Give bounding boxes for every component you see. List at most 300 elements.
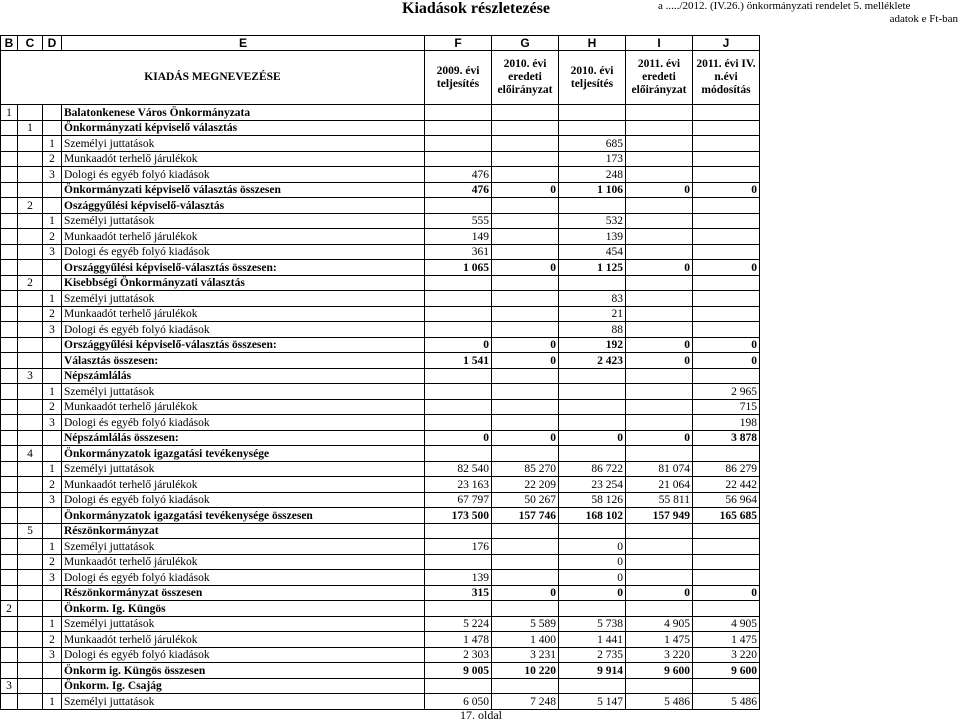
row-code-b: [1, 539, 18, 555]
row-label: Dologi és egyéb folyó kiadások: [62, 415, 425, 431]
table-row: [1, 229, 760, 245]
table-row: [1, 275, 760, 291]
row-code-c: 1: [18, 120, 43, 136]
cell-2010-original: [492, 554, 559, 570]
row-code-b: [1, 182, 18, 198]
row-label: Személyi juttatások: [62, 136, 425, 152]
cell-2009-actual: 476: [425, 167, 492, 183]
expense-table: [0, 35, 760, 710]
cell-2010-actual: [559, 120, 626, 136]
cell-2010-actual: 1 106: [559, 182, 626, 198]
cell-2010-original: [492, 244, 559, 260]
row-code-c: [18, 678, 43, 694]
table-row: [1, 136, 760, 152]
cell-2011-modified: 715: [693, 399, 760, 415]
cell-2010-actual: 1 441: [559, 632, 626, 648]
cell-2011-original: [626, 446, 693, 462]
row-code-d: 3: [43, 244, 62, 260]
row-code-d: 3: [43, 322, 62, 338]
cell-2009-actual: 176: [425, 539, 492, 555]
cell-2009-actual: [425, 368, 492, 384]
cell-2011-original: 1 475: [626, 632, 693, 648]
row-code-d: 1: [43, 539, 62, 555]
cell-2009-actual: [425, 678, 492, 694]
row-label: Munkaadót terhelő járulékok: [62, 632, 425, 648]
row-code-c: [18, 647, 43, 663]
cell-2009-actual: [425, 601, 492, 617]
row-label: Dologi és egyéb folyó kiadások: [62, 244, 425, 260]
row-code-b: [1, 508, 18, 524]
cell-2011-original: [626, 539, 693, 555]
row-label: Személyi juttatások: [62, 694, 425, 710]
row-code-b: 2: [1, 601, 18, 617]
cell-2010-actual: 454: [559, 244, 626, 260]
header-2011-modified: 2011. évi IV. n.évi módosítás: [693, 51, 760, 105]
cell-2009-actual: 82 540: [425, 461, 492, 477]
row-code-b: [1, 477, 18, 493]
row-code-d: [43, 368, 62, 384]
row-label: Önkormányzatok igazgatási tevékenysége összesen: [62, 508, 425, 524]
cell-2009-actual: [425, 136, 492, 152]
row-code-c: [18, 322, 43, 338]
table-row: [1, 492, 760, 508]
cell-2010-actual: 21: [559, 306, 626, 322]
row-code-c: [18, 430, 43, 446]
table-row: [1, 678, 760, 694]
col-letter: G: [492, 36, 559, 51]
row-code-c: [18, 353, 43, 369]
row-code-b: [1, 291, 18, 307]
row-code-b: [1, 384, 18, 400]
cell-2011-modified: 56 964: [693, 492, 760, 508]
row-label: Önkorm. Ig. Küngös: [62, 601, 425, 617]
cell-2010-original: [492, 291, 559, 307]
cell-2011-modified: 2 965: [693, 384, 760, 400]
table-row: [1, 601, 760, 617]
cell-2010-actual: [559, 523, 626, 539]
row-code-c: [18, 601, 43, 617]
cell-2010-original: [492, 167, 559, 183]
row-code-c: [18, 616, 43, 632]
row-code-b: [1, 322, 18, 338]
row-code-d: 3: [43, 647, 62, 663]
row-code-d: [43, 678, 62, 694]
table-row: [1, 120, 760, 136]
cell-2010-original: [492, 384, 559, 400]
row-code-d: [43, 663, 62, 679]
table-row: [1, 151, 760, 167]
cell-2011-original: [626, 291, 693, 307]
row-code-c: [18, 306, 43, 322]
row-code-b: [1, 213, 18, 229]
cell-2011-original: [626, 415, 693, 431]
cell-2009-actual: 6 050: [425, 694, 492, 710]
table-row: [1, 291, 760, 307]
cell-2011-modified: 0: [693, 182, 760, 198]
row-code-b: [1, 570, 18, 586]
row-code-b: [1, 136, 18, 152]
row-code-c: [18, 461, 43, 477]
cell-2010-actual: 83: [559, 291, 626, 307]
row-label: Önkormányzatok igazgatási tevékenysége: [62, 446, 425, 462]
cell-2011-modified: 3 220: [693, 647, 760, 663]
cell-2011-modified: [693, 151, 760, 167]
row-code-b: [1, 167, 18, 183]
cell-2010-actual: 0: [559, 570, 626, 586]
cell-2011-modified: 4 905: [693, 616, 760, 632]
cell-2010-original: [492, 213, 559, 229]
row-code-b: [1, 244, 18, 260]
cell-2010-actual: 9 914: [559, 663, 626, 679]
cell-2011-modified: [693, 198, 760, 214]
row-code-c: [18, 399, 43, 415]
cell-2010-original: 1 400: [492, 632, 559, 648]
table-row: [1, 337, 760, 353]
cell-2009-actual: [425, 275, 492, 291]
cell-2011-original: [626, 306, 693, 322]
cell-2011-modified: 1 475: [693, 632, 760, 648]
cell-2011-original: [626, 570, 693, 586]
table-row: [1, 182, 760, 198]
table-row: [1, 105, 760, 121]
cell-2009-actual: 315: [425, 585, 492, 601]
cell-2010-actual: 173: [559, 151, 626, 167]
cell-2009-actual: [425, 399, 492, 415]
cell-2010-original: [492, 446, 559, 462]
row-code-c: 4: [18, 446, 43, 462]
row-code-d: 2: [43, 632, 62, 648]
cell-2011-original: 81 074: [626, 461, 693, 477]
row-label: Kisebbségi Önkormányzati választás: [62, 275, 425, 291]
table-row: [1, 523, 760, 539]
cell-2009-actual: 5 224: [425, 616, 492, 632]
cell-2011-modified: 165 685: [693, 508, 760, 524]
cell-2011-original: [626, 244, 693, 260]
row-label: Részönkormányzat összesen: [62, 585, 425, 601]
cell-2010-actual: [559, 399, 626, 415]
cell-2010-actual: 0: [559, 585, 626, 601]
row-code-d: [43, 446, 62, 462]
row-code-d: 1: [43, 384, 62, 400]
row-code-c: 3: [18, 368, 43, 384]
cell-2011-modified: [693, 554, 760, 570]
cell-2009-actual: [425, 198, 492, 214]
table-row: [1, 694, 760, 710]
cell-2011-original: 0: [626, 337, 693, 353]
row-label: Munkaadót terhelő járulékok: [62, 229, 425, 245]
cell-2009-actual: 476: [425, 182, 492, 198]
row-label: Országgyűlési képviselő-választás összesen:: [62, 260, 425, 276]
cell-2009-actual: [425, 554, 492, 570]
cell-2011-modified: 5 486: [693, 694, 760, 710]
cell-2011-modified: 86 279: [693, 461, 760, 477]
column-letter-row: [1, 36, 760, 51]
cell-2010-original: 85 270: [492, 461, 559, 477]
row-code-d: [43, 601, 62, 617]
table-row: [1, 632, 760, 648]
row-code-b: [1, 415, 18, 431]
cell-2011-modified: [693, 136, 760, 152]
cell-2010-actual: 0: [559, 430, 626, 446]
table-row: [1, 306, 760, 322]
cell-2010-actual: 86 722: [559, 461, 626, 477]
row-code-b: [1, 399, 18, 415]
col-letter: I: [626, 36, 693, 51]
table-row: [1, 585, 760, 601]
row-code-b: [1, 446, 18, 462]
row-code-c: [18, 105, 43, 121]
cell-2011-original: 3 220: [626, 647, 693, 663]
table-row: [1, 508, 760, 524]
row-code-c: [18, 229, 43, 245]
cell-2011-modified: 198: [693, 415, 760, 431]
table-row: [1, 570, 760, 586]
row-code-b: [1, 523, 18, 539]
cell-2010-actual: [559, 275, 626, 291]
row-code-d: [43, 198, 62, 214]
row-code-d: [43, 182, 62, 198]
table-row: [1, 167, 760, 183]
cell-2011-original: [626, 523, 693, 539]
cell-2010-actual: 0: [559, 554, 626, 570]
row-code-d: 2: [43, 306, 62, 322]
cell-2009-actual: [425, 415, 492, 431]
cell-2010-original: 0: [492, 260, 559, 276]
cell-2011-modified: [693, 229, 760, 245]
row-code-d: [43, 585, 62, 601]
row-code-b: [1, 151, 18, 167]
row-label: Népszámlálás összesen:: [62, 430, 425, 446]
cell-2010-actual: [559, 601, 626, 617]
row-label: Részönkormányzat: [62, 523, 425, 539]
cell-2009-actual: [425, 523, 492, 539]
table-row: [1, 446, 760, 462]
row-label: Személyi juttatások: [62, 213, 425, 229]
cell-2011-modified: [693, 120, 760, 136]
row-label: Önkorm ig. Küngös összesen: [62, 663, 425, 679]
row-code-c: 2: [18, 275, 43, 291]
cell-2011-original: [626, 198, 693, 214]
cell-2011-original: 0: [626, 585, 693, 601]
table-row: [1, 368, 760, 384]
row-code-b: [1, 229, 18, 245]
table-row: [1, 213, 760, 229]
cell-2011-modified: 0: [693, 353, 760, 369]
cell-2010-actual: 88: [559, 322, 626, 338]
row-code-d: 3: [43, 570, 62, 586]
table-row: [1, 461, 760, 477]
row-label: Dologi és egyéb folyó kiadások: [62, 647, 425, 663]
row-code-c: [18, 632, 43, 648]
row-code-d: [43, 337, 62, 353]
cell-2011-original: 4 905: [626, 616, 693, 632]
cell-2010-original: [492, 523, 559, 539]
cell-2011-modified: 0: [693, 337, 760, 353]
unit-note: adatok e Ft-ban: [889, 13, 958, 25]
row-label: Dologi és egyéb folyó kiadások: [62, 570, 425, 586]
row-code-d: [43, 260, 62, 276]
row-code-d: 1: [43, 616, 62, 632]
row-code-c: [18, 663, 43, 679]
row-label: Dologi és egyéb folyó kiadások: [62, 322, 425, 338]
row-code-d: [43, 523, 62, 539]
row-code-b: [1, 461, 18, 477]
table-row: [1, 647, 760, 663]
row-code-d: [43, 430, 62, 446]
cell-2009-actual: 1 478: [425, 632, 492, 648]
cell-2009-actual: 173 500: [425, 508, 492, 524]
table-row: [1, 539, 760, 555]
cell-2011-modified: [693, 306, 760, 322]
header-2011-original: 2011. évi eredeti előirányzat: [626, 51, 693, 105]
row-code-c: [18, 244, 43, 260]
cell-2009-actual: [425, 105, 492, 121]
row-code-b: [1, 647, 18, 663]
cell-2011-modified: [693, 678, 760, 694]
cell-2010-actual: 2 735: [559, 647, 626, 663]
cell-2010-original: [492, 678, 559, 694]
cell-2011-modified: [693, 244, 760, 260]
row-label: Országgyűlési képviselő-választás összesen:: [62, 337, 425, 353]
cell-2011-modified: 0: [693, 585, 760, 601]
cell-2011-original: 0: [626, 182, 693, 198]
cell-2011-original: [626, 275, 693, 291]
cell-2010-original: [492, 198, 559, 214]
row-code-b: [1, 492, 18, 508]
row-code-d: 3: [43, 492, 62, 508]
cell-2009-actual: [425, 291, 492, 307]
cell-2011-original: [626, 105, 693, 121]
table-row: [1, 322, 760, 338]
cell-2010-original: 0: [492, 182, 559, 198]
cell-2011-original: [626, 322, 693, 338]
cell-2011-original: [626, 136, 693, 152]
cell-2011-original: 9 600: [626, 663, 693, 679]
cell-2010-original: 0: [492, 337, 559, 353]
cell-2011-modified: [693, 275, 760, 291]
row-code-c: 5: [18, 523, 43, 539]
row-code-d: 1: [43, 291, 62, 307]
cell-2010-original: 0: [492, 585, 559, 601]
cell-2010-actual: [559, 384, 626, 400]
cell-2011-modified: 0: [693, 260, 760, 276]
cell-2010-original: 22 209: [492, 477, 559, 493]
row-code-b: [1, 353, 18, 369]
cell-2011-modified: [693, 322, 760, 338]
row-code-b: [1, 585, 18, 601]
row-label: Önkormányzati képviselő választás: [62, 120, 425, 136]
decree-note: a ...../2012. (IV.26.) önkormányzati rendelet 5. melléklete: [658, 0, 911, 12]
cell-2010-actual: 168 102: [559, 508, 626, 524]
header-2010-original: 2010. évi eredeti előirányzat: [492, 51, 559, 105]
cell-2010-actual: 23 254: [559, 477, 626, 493]
row-code-d: 2: [43, 399, 62, 415]
cell-2010-original: [492, 601, 559, 617]
row-code-c: [18, 337, 43, 353]
row-code-b: [1, 337, 18, 353]
cell-2010-original: 50 267: [492, 492, 559, 508]
col-letter: C: [18, 36, 43, 51]
cell-2011-original: [626, 368, 693, 384]
header-2010-actual: 2010. évi teljesítés: [559, 51, 626, 105]
table-row: [1, 430, 760, 446]
row-label: Személyi juttatások: [62, 461, 425, 477]
table-row: [1, 384, 760, 400]
cell-2011-original: 21 064: [626, 477, 693, 493]
row-code-c: [18, 213, 43, 229]
table-row: [1, 663, 760, 679]
row-code-c: [18, 694, 43, 710]
page-title: Kiadások részletezése: [402, 0, 550, 17]
row-code-b: [1, 694, 18, 710]
row-code-d: [43, 508, 62, 524]
row-code-b: [1, 198, 18, 214]
cell-2010-original: 0: [492, 430, 559, 446]
table-row: [1, 260, 760, 276]
cell-2010-original: [492, 399, 559, 415]
cell-2011-original: 157 949: [626, 508, 693, 524]
row-code-b: 1: [1, 105, 18, 121]
cell-2011-modified: [693, 291, 760, 307]
row-code-b: [1, 275, 18, 291]
row-code-c: [18, 151, 43, 167]
row-code-b: [1, 616, 18, 632]
cell-2011-original: [626, 151, 693, 167]
row-code-b: 3: [1, 678, 18, 694]
cell-2011-original: [626, 213, 693, 229]
row-code-b: [1, 632, 18, 648]
row-code-c: [18, 384, 43, 400]
row-code-d: 2: [43, 554, 62, 570]
header-name: KIADÁS MEGNEVEZÉSE: [1, 51, 425, 105]
cell-2010-actual: 0: [559, 539, 626, 555]
cell-2010-actual: [559, 198, 626, 214]
row-label: Dologi és egyéb folyó kiadások: [62, 492, 425, 508]
cell-2011-modified: 22 442: [693, 477, 760, 493]
cell-2010-original: [492, 570, 559, 586]
col-letter: E: [62, 36, 425, 51]
row-code-d: 2: [43, 229, 62, 245]
cell-2009-actual: 1 541: [425, 353, 492, 369]
column-header-row: [1, 51, 760, 105]
cell-2011-modified: [693, 213, 760, 229]
cell-2010-actual: 532: [559, 213, 626, 229]
row-label: Balatonkenese Város Önkormányzata: [62, 105, 425, 121]
row-code-c: [18, 477, 43, 493]
cell-2009-actual: 139: [425, 570, 492, 586]
cell-2010-actual: 192: [559, 337, 626, 353]
cell-2010-actual: 1 125: [559, 260, 626, 276]
row-label: Munkaadót terhelő járulékok: [62, 554, 425, 570]
cell-2011-modified: [693, 446, 760, 462]
table-row: [1, 244, 760, 260]
row-code-b: [1, 554, 18, 570]
row-code-d: 1: [43, 213, 62, 229]
cell-2009-actual: [425, 306, 492, 322]
cell-2010-actual: [559, 678, 626, 694]
table-row: [1, 477, 760, 493]
row-code-c: [18, 291, 43, 307]
cell-2009-actual: 361: [425, 244, 492, 260]
cell-2011-original: [626, 384, 693, 400]
row-label: Oszággyűlési képviselő-választás: [62, 198, 425, 214]
cell-2011-original: [626, 554, 693, 570]
cell-2011-original: 55 811: [626, 492, 693, 508]
row-code-d: [43, 275, 62, 291]
table-row: [1, 554, 760, 570]
cell-2011-modified: [693, 523, 760, 539]
cell-2010-original: [492, 105, 559, 121]
